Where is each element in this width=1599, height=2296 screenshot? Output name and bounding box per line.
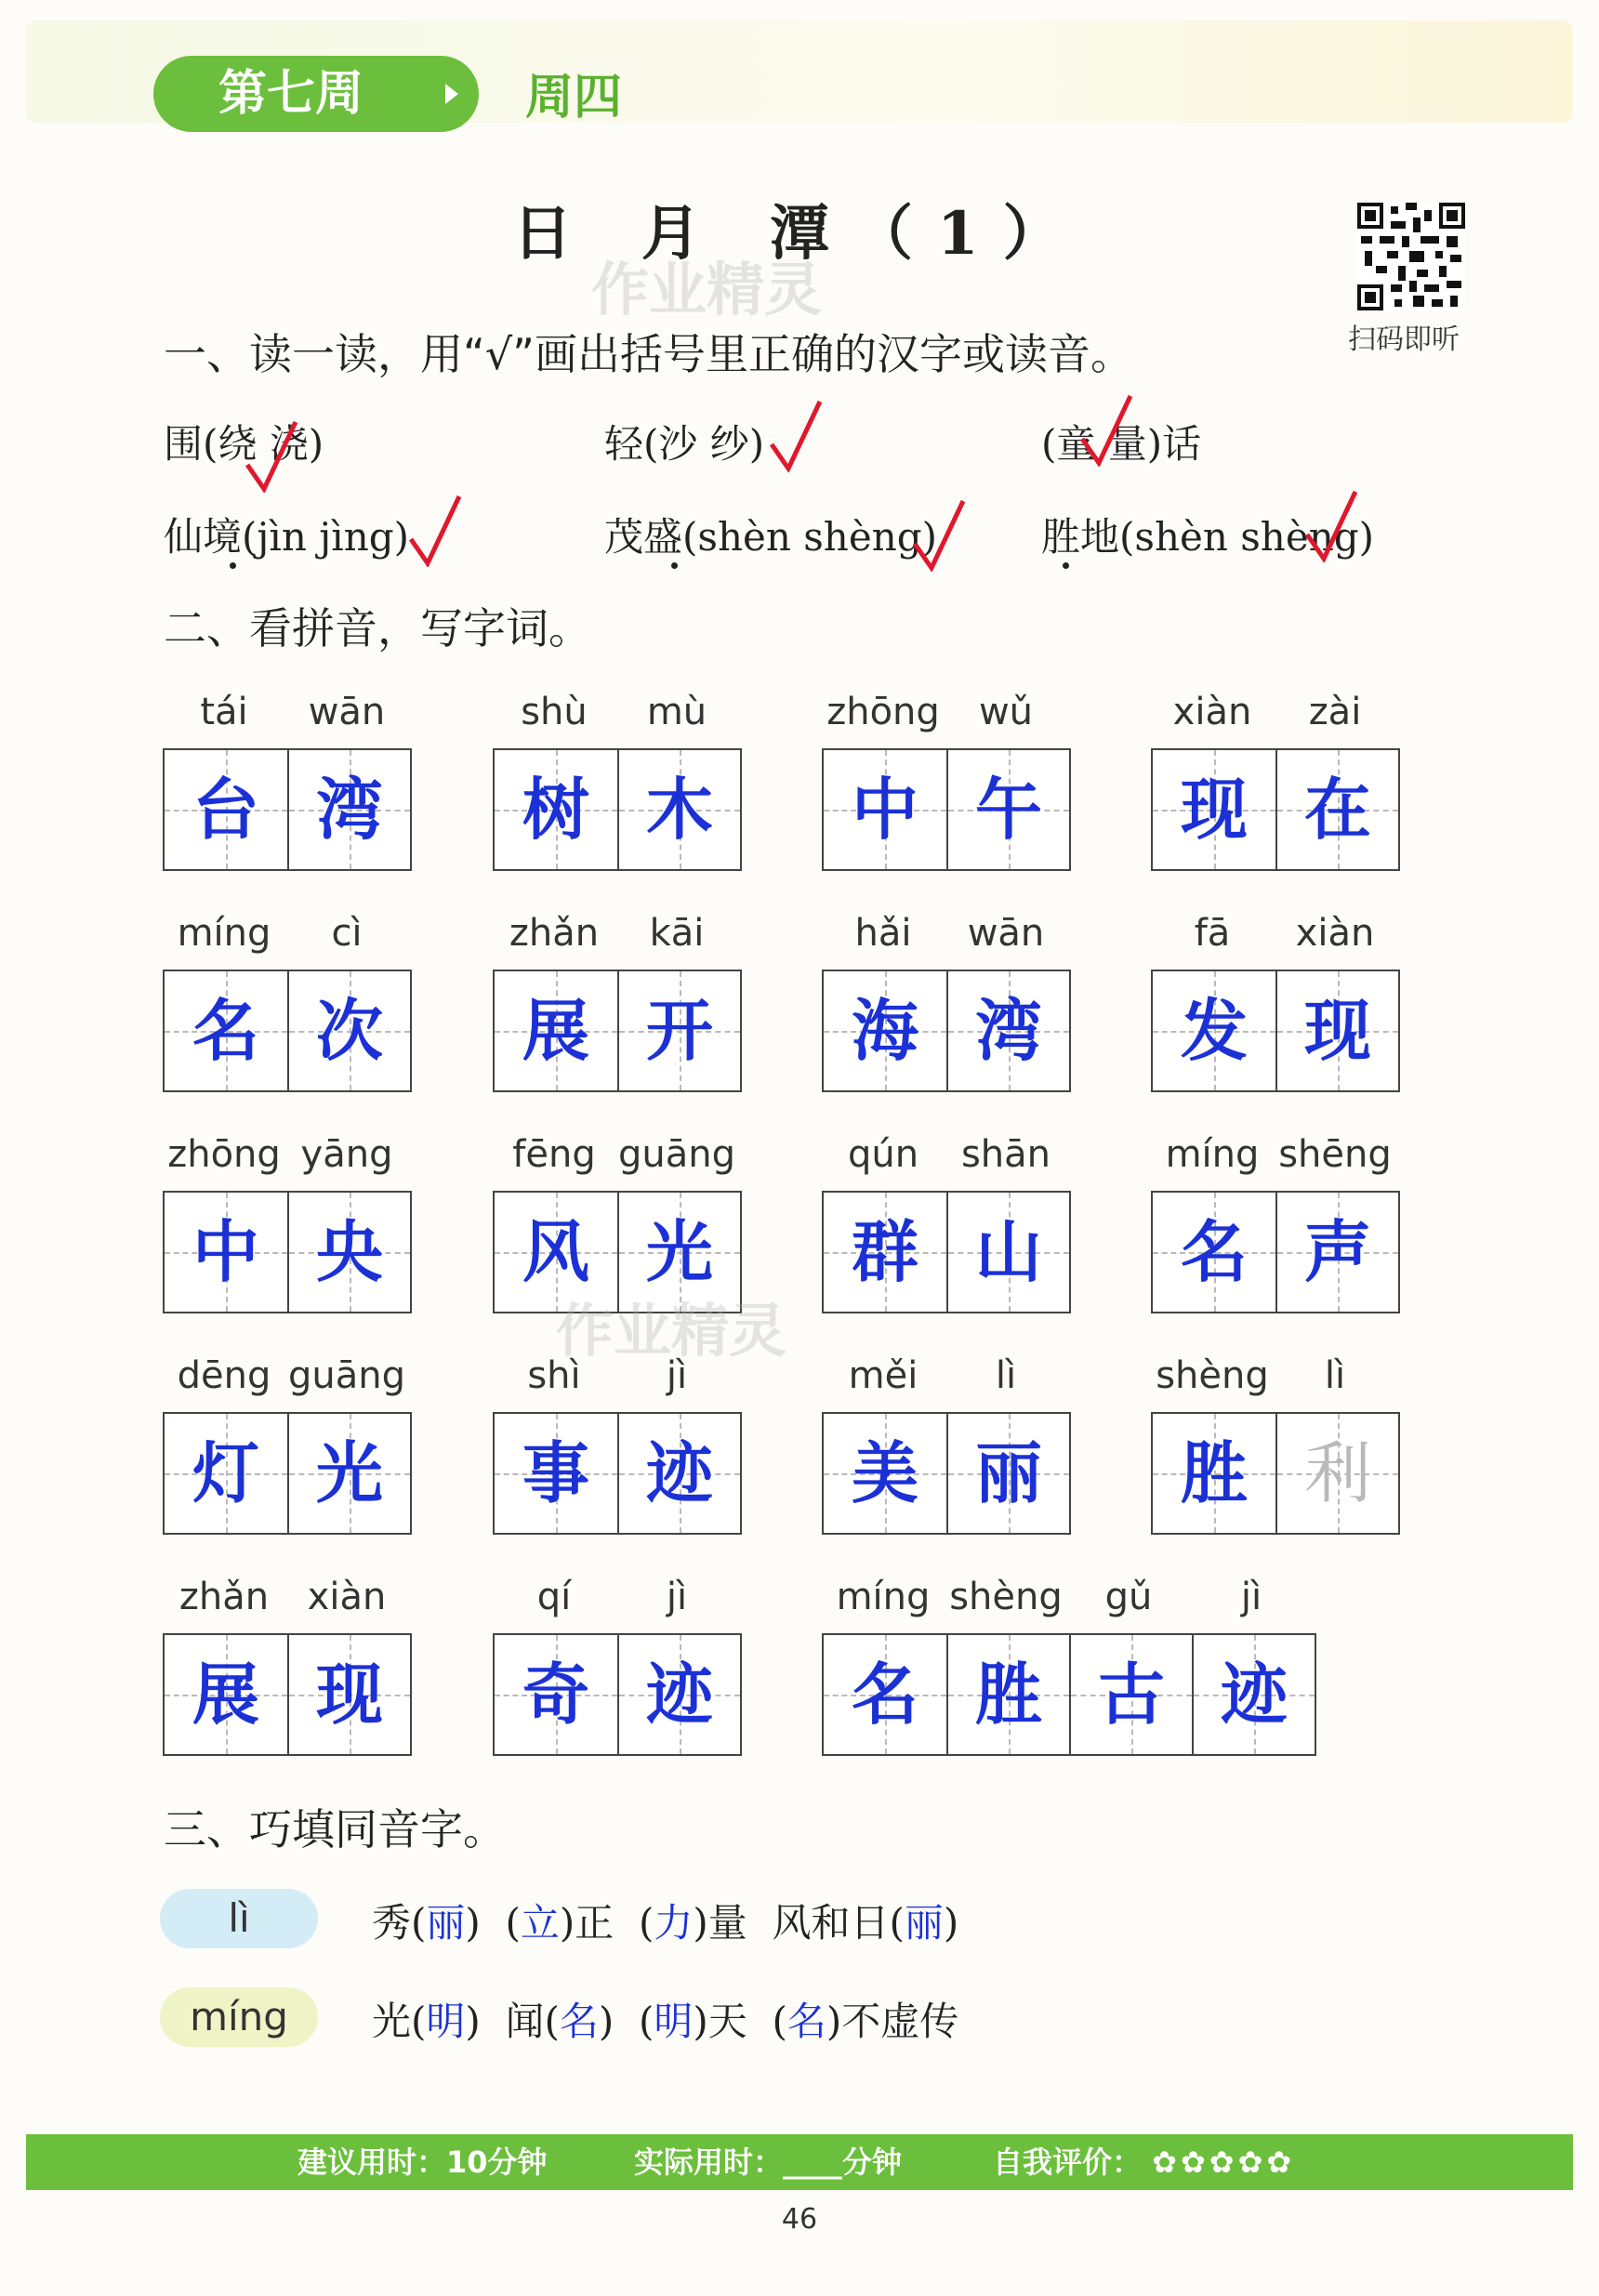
written-character: 现 <box>1180 770 1248 849</box>
pinyin-bubble-li: lì <box>160 1889 318 1948</box>
flower-rating-icon: ✿✿✿✿✿ <box>1152 2144 1296 2180</box>
written-character: 光 <box>645 1212 713 1291</box>
writing-cell[interactable] <box>1192 1635 1315 1754</box>
pinyin-label: shēng <box>1278 1133 1392 1176</box>
written-character: 古 <box>1097 1655 1165 1734</box>
page-title: 日 月 潭（1） <box>512 199 1087 269</box>
writing-cell[interactable] <box>1069 1635 1192 1754</box>
writing-cell[interactable] <box>495 750 617 869</box>
check-mark-icon <box>1303 488 1359 562</box>
pinyin-label: guāng <box>618 1133 735 1176</box>
pinyin-label: zhōng <box>167 1133 281 1176</box>
emphasis-dot <box>230 562 236 569</box>
writing-cell[interactable] <box>946 1193 1069 1312</box>
written-character: 迹 <box>1220 1655 1288 1734</box>
written-character: 事 <box>522 1433 589 1512</box>
written-character: 湾 <box>315 770 383 849</box>
written-character: 名 <box>1180 1212 1248 1291</box>
fill-row-2: 光(明) 闻(名) (明)天 (名)不虚传 <box>372 1999 959 2044</box>
check-mark-icon <box>1078 392 1134 467</box>
written-character: 群 <box>851 1212 918 1291</box>
writing-cell[interactable] <box>1275 1193 1398 1312</box>
word-grid <box>163 1633 412 1756</box>
word-grid <box>163 1191 412 1313</box>
pinyin-label: xiàn <box>1172 691 1252 733</box>
writing-cell[interactable] <box>1153 1414 1275 1533</box>
writing-cell[interactable] <box>946 1635 1069 1754</box>
page-number: 46 <box>781 2203 818 2236</box>
written-character: 奇 <box>522 1655 589 1734</box>
pinyin-label: lì <box>995 1354 1017 1397</box>
written-character: 名 <box>851 1655 918 1734</box>
section1-heading: 一、读一读，用“√”画出括号里正确的汉字或读音。 <box>164 329 1133 379</box>
word-grid <box>493 1412 742 1535</box>
writing-cell[interactable] <box>495 971 617 1090</box>
written-character: 展 <box>192 1655 259 1734</box>
word-grid <box>822 1633 1316 1756</box>
pinyin-label: jì <box>666 1576 688 1618</box>
written-character: 声 <box>1303 1212 1371 1291</box>
pinyin-label: guāng <box>288 1354 405 1397</box>
written-character: 湾 <box>974 991 1042 1070</box>
check-mark-icon <box>768 398 824 472</box>
pinyin-label: zhǎn <box>178 1576 270 1618</box>
pinyin-label: zài <box>1308 691 1362 733</box>
pinyin-label: tái <box>200 691 248 733</box>
written-character: 美 <box>851 1433 918 1512</box>
word-grid <box>822 748 1071 871</box>
writing-cell[interactable] <box>824 971 946 1090</box>
writing-cell[interactable] <box>495 1414 617 1533</box>
emphasis-dot <box>1063 562 1069 569</box>
pinyin-label: wǔ <box>978 691 1034 733</box>
written-character: 山 <box>974 1212 1042 1291</box>
pinyin-label: měi <box>848 1354 918 1397</box>
pinyin-label: wān <box>308 691 386 733</box>
word-grid <box>163 970 412 1092</box>
emphasis-dot <box>671 562 678 569</box>
pinyin-label: gǔ <box>1104 1576 1153 1618</box>
pinyin-label: shèng <box>1156 1354 1269 1397</box>
q1-item-5: 茂盛(shèn shèng) <box>604 514 938 560</box>
pinyin-bubble-ming: míng <box>160 1987 318 2047</box>
pinyin-label: dēng <box>177 1354 271 1397</box>
writing-cell[interactable] <box>495 1635 617 1754</box>
word-grid <box>163 1412 412 1535</box>
pinyin-label: fā <box>1194 912 1231 955</box>
word-grid <box>1151 1412 1400 1535</box>
pinyin-label: jì <box>1240 1576 1262 1618</box>
pinyin-label: zhōng <box>826 691 940 733</box>
pinyin-label: míng <box>1165 1133 1260 1176</box>
writing-cell[interactable] <box>1275 750 1398 869</box>
written-character: 利 <box>1303 1434 1371 1512</box>
written-character: 丽 <box>974 1433 1042 1512</box>
word-grid <box>1151 1191 1400 1313</box>
word-grid <box>822 1191 1071 1313</box>
written-character: 台 <box>192 770 259 849</box>
written-character: 名 <box>192 991 259 1070</box>
pinyin-label: lì <box>1324 1354 1346 1397</box>
writing-cell[interactable] <box>617 1635 740 1754</box>
writing-cell[interactable] <box>287 750 410 869</box>
self-evaluation: 自我评价： ✿✿✿✿✿ <box>993 2144 1296 2180</box>
section3-heading: 三、巧填同音字。 <box>164 1804 506 1854</box>
written-character: 中 <box>851 770 918 849</box>
written-character: 午 <box>974 770 1042 849</box>
pinyin-label: zhǎn <box>509 912 600 955</box>
q1-item-2: 轻(沙 纱) <box>604 421 765 467</box>
written-character: 现 <box>1303 991 1371 1070</box>
writing-cell[interactable] <box>946 750 1069 869</box>
pinyin-label: kāi <box>649 912 705 955</box>
writing-cell[interactable] <box>617 971 740 1090</box>
written-character: 海 <box>851 991 918 1070</box>
written-character: 光 <box>315 1433 383 1512</box>
written-character: 迹 <box>645 1433 713 1512</box>
word-grid <box>493 970 742 1092</box>
pinyin-label: shù <box>521 691 588 733</box>
writing-cell[interactable] <box>617 750 740 869</box>
writing-cell[interactable] <box>1153 750 1275 869</box>
written-character: 在 <box>1303 770 1371 849</box>
writing-cell[interactable] <box>824 1635 946 1754</box>
check-mark-icon <box>911 497 967 572</box>
pinyin-label: qún <box>847 1133 919 1176</box>
watermark: 作业精灵 <box>591 256 823 323</box>
written-character: 现 <box>315 1655 383 1734</box>
written-character: 灯 <box>192 1433 259 1512</box>
check-mark-icon <box>244 418 299 493</box>
writing-cell[interactable] <box>287 1193 410 1312</box>
week-badge <box>153 56 479 132</box>
word-grid <box>1151 970 1400 1092</box>
q1-item-4: 仙境(jìn jìng) <box>164 514 410 560</box>
writing-cell[interactable] <box>165 1635 287 1754</box>
written-character: 风 <box>522 1212 589 1291</box>
writing-cell[interactable] <box>1153 971 1275 1090</box>
writing-cell[interactable] <box>824 750 946 869</box>
written-character: 迹 <box>645 1655 713 1734</box>
writing-cell[interactable] <box>165 971 287 1090</box>
pinyin-label: mù <box>646 691 707 733</box>
actual-time: 实际用时：____分钟 <box>634 2144 903 2180</box>
writing-cell[interactable] <box>287 1414 410 1533</box>
pinyin-label: míng <box>177 912 271 955</box>
written-character: 树 <box>522 770 589 849</box>
pinyin-label: míng <box>836 1576 931 1618</box>
q1-item-3: (童 量)话 <box>1041 421 1202 467</box>
suggested-time: 建议用时：10分钟 <box>297 2144 548 2180</box>
writing-cell[interactable] <box>1153 1193 1275 1312</box>
written-character: 央 <box>315 1212 383 1291</box>
writing-cell[interactable] <box>824 1193 946 1312</box>
writing-cell[interactable] <box>287 971 410 1090</box>
q1-item-6: 胜地(shèn shèng) <box>1041 514 1375 560</box>
triangle-right-icon <box>445 84 458 104</box>
footer-bar <box>26 2134 1573 2190</box>
pinyin-label: fēng <box>512 1133 596 1176</box>
section2-heading: 二、看拼音，写字词。 <box>164 603 591 653</box>
written-character: 发 <box>1180 991 1248 1070</box>
fill-row-1: 秀(丽) (立)正 (力)量 风和日(丽) <box>372 1900 959 1946</box>
writing-cell[interactable] <box>1275 971 1398 1090</box>
written-character: 开 <box>645 991 713 1070</box>
written-character: 木 <box>645 770 713 849</box>
pinyin-label: xiàn <box>307 1576 387 1618</box>
writing-cell[interactable] <box>165 750 287 869</box>
pinyin-label: shì <box>527 1354 581 1397</box>
word-grid <box>822 970 1071 1092</box>
written-character: 次 <box>315 991 383 1070</box>
pinyin-label: shèng <box>949 1576 1063 1618</box>
written-character: 胜 <box>974 1655 1042 1734</box>
pinyin-label: jì <box>666 1354 688 1397</box>
word-grid <box>493 748 742 871</box>
writing-cell[interactable] <box>946 971 1069 1090</box>
written-character: 展 <box>522 991 589 1070</box>
written-character: 中 <box>192 1212 259 1291</box>
check-mark-icon <box>407 493 463 567</box>
word-grid <box>822 1412 1071 1535</box>
pinyin-label: xiàn <box>1295 912 1375 955</box>
week-label: 第七周 <box>218 66 364 122</box>
writing-cell[interactable] <box>617 1414 740 1533</box>
word-grid <box>1151 748 1400 871</box>
writing-cell[interactable] <box>824 1414 946 1533</box>
pinyin-label: hǎi <box>854 912 912 955</box>
day-label: 周四 <box>525 70 623 125</box>
written-character: 胜 <box>1180 1433 1248 1512</box>
word-grid <box>493 1633 742 1756</box>
writing-cell[interactable] <box>1275 1414 1398 1533</box>
word-grid <box>163 748 412 871</box>
pinyin-label: cì <box>331 912 363 955</box>
qr-caption: 扫码即听 <box>1348 323 1460 356</box>
writing-cell[interactable] <box>946 1414 1069 1533</box>
pinyin-label: yāng <box>300 1133 393 1176</box>
pinyin-label: wān <box>967 912 1045 955</box>
pinyin-label: shān <box>960 1133 1051 1176</box>
q1-item-1: 围(绕 浇) <box>164 421 324 467</box>
writing-cell[interactable] <box>165 1193 287 1312</box>
pinyin-label: qí <box>536 1576 572 1618</box>
watermark: 作业精灵 <box>556 1297 787 1365</box>
qr-code-icon[interactable] <box>1357 203 1465 310</box>
writing-cell[interactable] <box>165 1414 287 1533</box>
writing-cell[interactable] <box>287 1635 410 1754</box>
